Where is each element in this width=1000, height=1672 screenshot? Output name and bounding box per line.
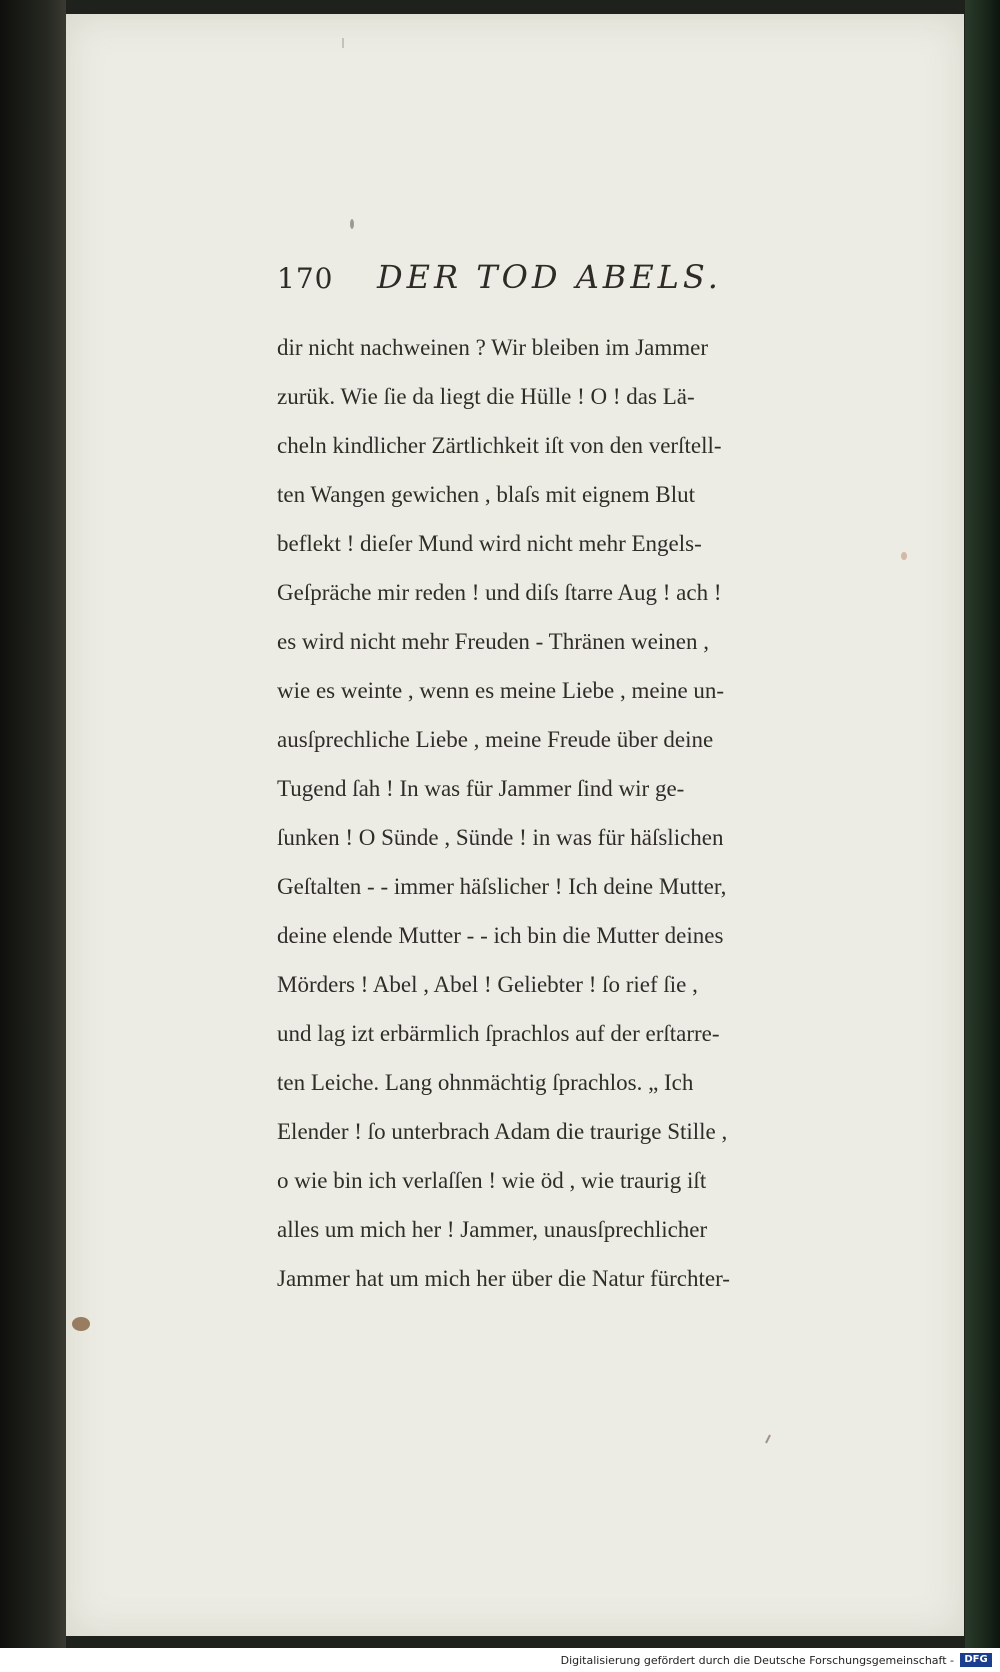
right-book-edge	[965, 0, 1000, 1648]
digitization-footer	[0, 1648, 1000, 1672]
running-title: DER TOD ABELS.	[377, 258, 722, 296]
text-line: es wird nicht mehr Freuden - Thränen weinen ,	[277, 629, 709, 654]
text-line: ausſprechliche Liebe , meine Freude über deine	[277, 727, 714, 752]
text-line: ten Leiche. Lang ohnmächtig ſprachlos. „ Ich	[277, 1070, 694, 1095]
text-line: Mörders ! Abel , Abel ! Geliebter ! ſo rief ſie ,	[277, 972, 698, 997]
text-line: ten Wangen gewichen , blaſs mit eignem Blut	[277, 482, 696, 507]
text-line: zurük. Wie ſie da liegt die Hülle ! O ! das Lä-	[277, 384, 695, 409]
text-line: deine elende Mutter - - ich bin die Mutter deines	[277, 923, 724, 948]
page-number: 170	[277, 262, 334, 295]
text-line: und lag izt erbärmlich ſprachlos auf der erſtarre-	[277, 1021, 720, 1046]
text-line: cheln kindlicher Zärtlichkeit iſt von den verſtell-	[277, 433, 722, 458]
footer-credit: Digitalisierung gefördert durch die Deutsche Forschungsgemeinschaft -	[560, 1654, 954, 1667]
text-line: beflekt ! dieſer Mund wird nicht mehr Engels-	[277, 531, 702, 556]
text-line: wie es weinte , wenn es meine Liebe , meine un-	[277, 678, 725, 703]
text-line: o wie bin ich verlaſſen ! wie öd , wie traurig iſt	[277, 1168, 707, 1193]
text-line: Geſpräche mir reden ! und diſs ſtarre Aug ! ach !	[277, 580, 722, 605]
text-line: Jammer hat um mich her über die Natur fürchter-	[277, 1266, 730, 1291]
page-header	[277, 258, 837, 298]
body-text	[277, 323, 825, 1303]
text-line: Geſtalten - - immer häſslicher ! Ich deine Mutter,	[277, 874, 727, 899]
text-line: alles um mich her ! Jammer, unausſprechlicher	[277, 1217, 708, 1242]
left-book-edge	[0, 0, 66, 1648]
dfg-logo: DFG	[960, 1653, 992, 1667]
text-line: Tugend ſah ! In was für Jammer ſind wir ge-	[277, 776, 685, 801]
text-line: ſunken ! O Sünde , Sünde ! in was für häſslichen	[277, 825, 724, 850]
text-line: Elender ! ſo unterbrach Adam die traurige Stille ,	[277, 1119, 728, 1144]
text-line: dir nicht nachweinen ? Wir bleiben im Jammer	[277, 335, 709, 360]
